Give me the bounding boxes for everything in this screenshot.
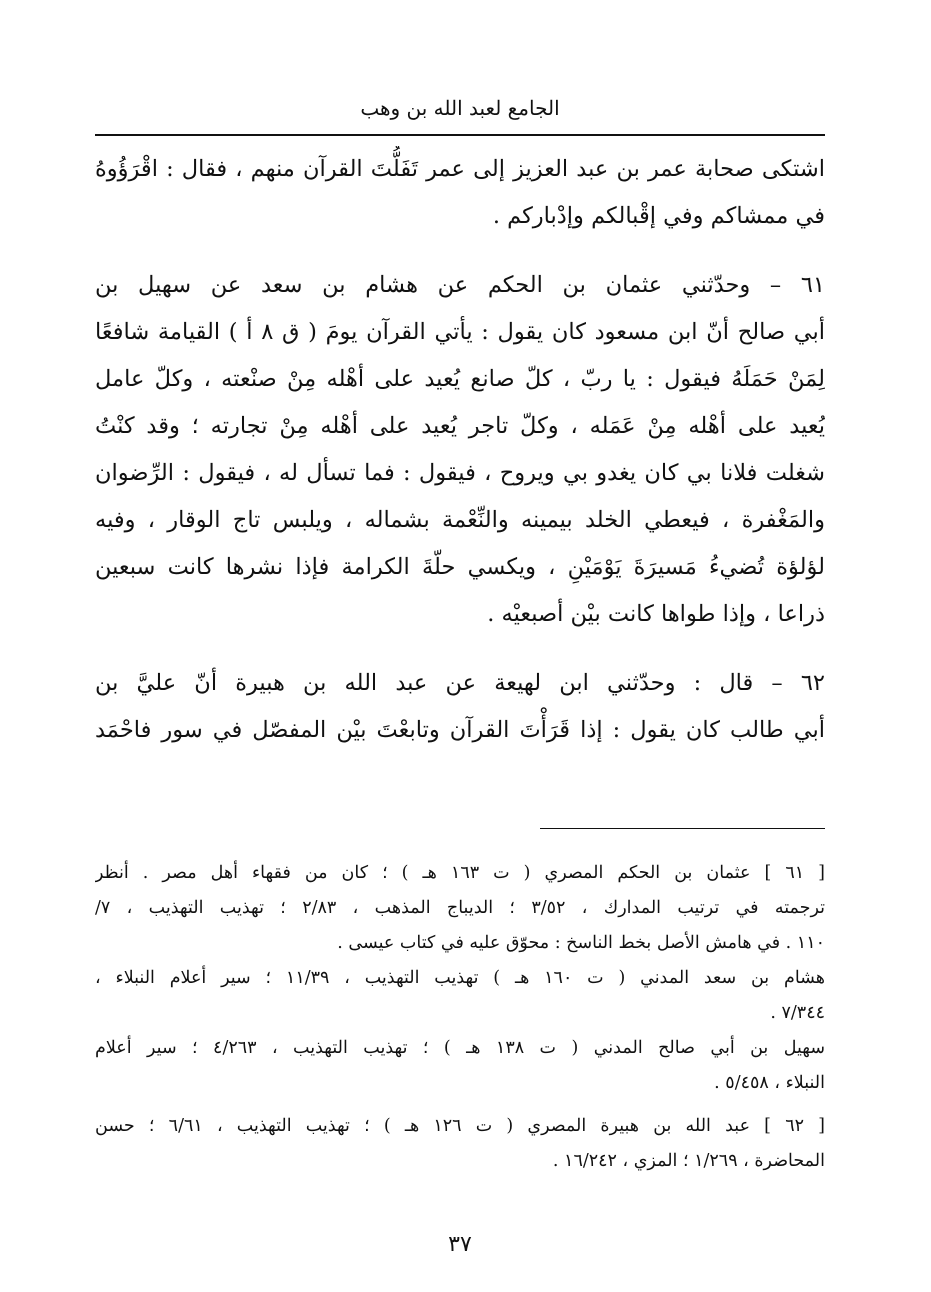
footnote-line: هشام بن سعد المدني ( ت ١٦٠ هـ ) تهذيب التهذيب ، ١١/٣٩ ؛ سير أعلام النبلاء ، [95,968,825,988]
text-line: في ممشاكم وفي إقْبالكم وإدْباركم . [492,203,825,229]
paragraph-gap [95,240,825,262]
text-line: اشتكى صحابة عمر بن عبد العزيز إلى عمر تَفَلُّتَ القرآن منهم ، فقال : اقْرَؤُوهُ [95,156,825,182]
paragraph-gap [95,638,825,660]
footnote-line: ١١٠ . في هامش الأصل بخط الناسخ : محوّق عليه في كتاب عيسى . [337,933,825,953]
footnote-line: [ ٦٢ ] عبد الله بن هبيرة المصري ( ت ١٢٦ هـ ) ؛ تهذيب التهذيب ، ٦/٦١ ؛ حسن [95,1116,825,1136]
text-line: لؤلؤة تُضيءُ مَسيرَةَ يَوْمَيْنِ ، ويكسي حلّةَ الكرامة فإذا نشرها كانت سبعين [95,554,825,580]
main-text [95,146,825,754]
text-line: شغلت فلانا بي كان يغدو بي ويروح ، فيقول : فما تسأل له ، فيقول : الرِّضوان [95,460,825,486]
text-line: ذراعا ، وإذا طواها كانت بيْن أصبعيْه . [487,601,825,627]
footnote-line: سهيل بن أبي صالح المدني ( ت ١٣٨ هـ ) ؛ تهذيب التهذيب ، ٤/٢٦٣ ؛ سير أعلام [95,1038,825,1058]
text-line: والمَغْفرة ، فيعطي الخلد بيمينه والنِّعْمة بشماله ، ويلبس تاج الوقار ، وفيه [95,507,825,533]
footnote-line: المحاضرة ، ١/٢٦٩ ؛ المزي ، ١٦/٢٤٢ . [552,1151,825,1171]
footnote-gap [95,1101,825,1109]
text-line: ٦٢ – قال : وحدّثني ابن لهيعة عن عبد الله بن هبيرة أنّ عليَّ بن [95,670,825,696]
text-line: يُعيد على أهْله مِنْ عَمَله ، وكلّ تاجر يُعيد على أهْله مِنْ تجارته ؛ وقد كنْتُ [95,413,825,439]
text-line: أبي طالب كان يقول : إذا قَرَأْتَ القرآن وتابعْتَ بيْن المفصّل في سور فاحْمَد [95,717,825,743]
page-number: ٣٧ [448,1232,472,1257]
header-rule [95,134,825,136]
footnote-line: ترجمته في ترتيب المدارك ، ٣/٥٢ ؛ الديباج المذهب ، ٢/٨٣ ؛ تهذيب التهذيب ، ٧/ [95,898,825,918]
footnotes [95,856,825,1179]
text-line: ٦١ – وحدّثني عثمان بن الحكم عن هشام بن سعد عن سهيل بن [95,272,825,298]
running-header: الجامع لعبد الله بن وهب [360,96,560,120]
text-line: لِمَنْ حَمَلَهُ فيقول : يا ربّ ، كلّ صانع يُعيد على أهْله مِنْ صنْعته ، وكلّ عامل [95,366,825,392]
text-line: أبي صالح أنّ ابن مسعود كان يقول : يأتي القرآن يومَ ( ق ٨ أ ) القيامة شافعًا [95,319,825,345]
footnote-rule [540,828,825,829]
footnote-line: ٧/٣٤٤ . [770,1003,825,1023]
footnote-line: [ ٦١ ] عثمان بن الحكم المصري ( ت ١٦٣ هـ ) ؛ كان من فقهاء أهل مصر . أنظر [95,863,825,883]
footnote-line: النبلاء ، ٥/٤٥٨ . [714,1073,825,1093]
